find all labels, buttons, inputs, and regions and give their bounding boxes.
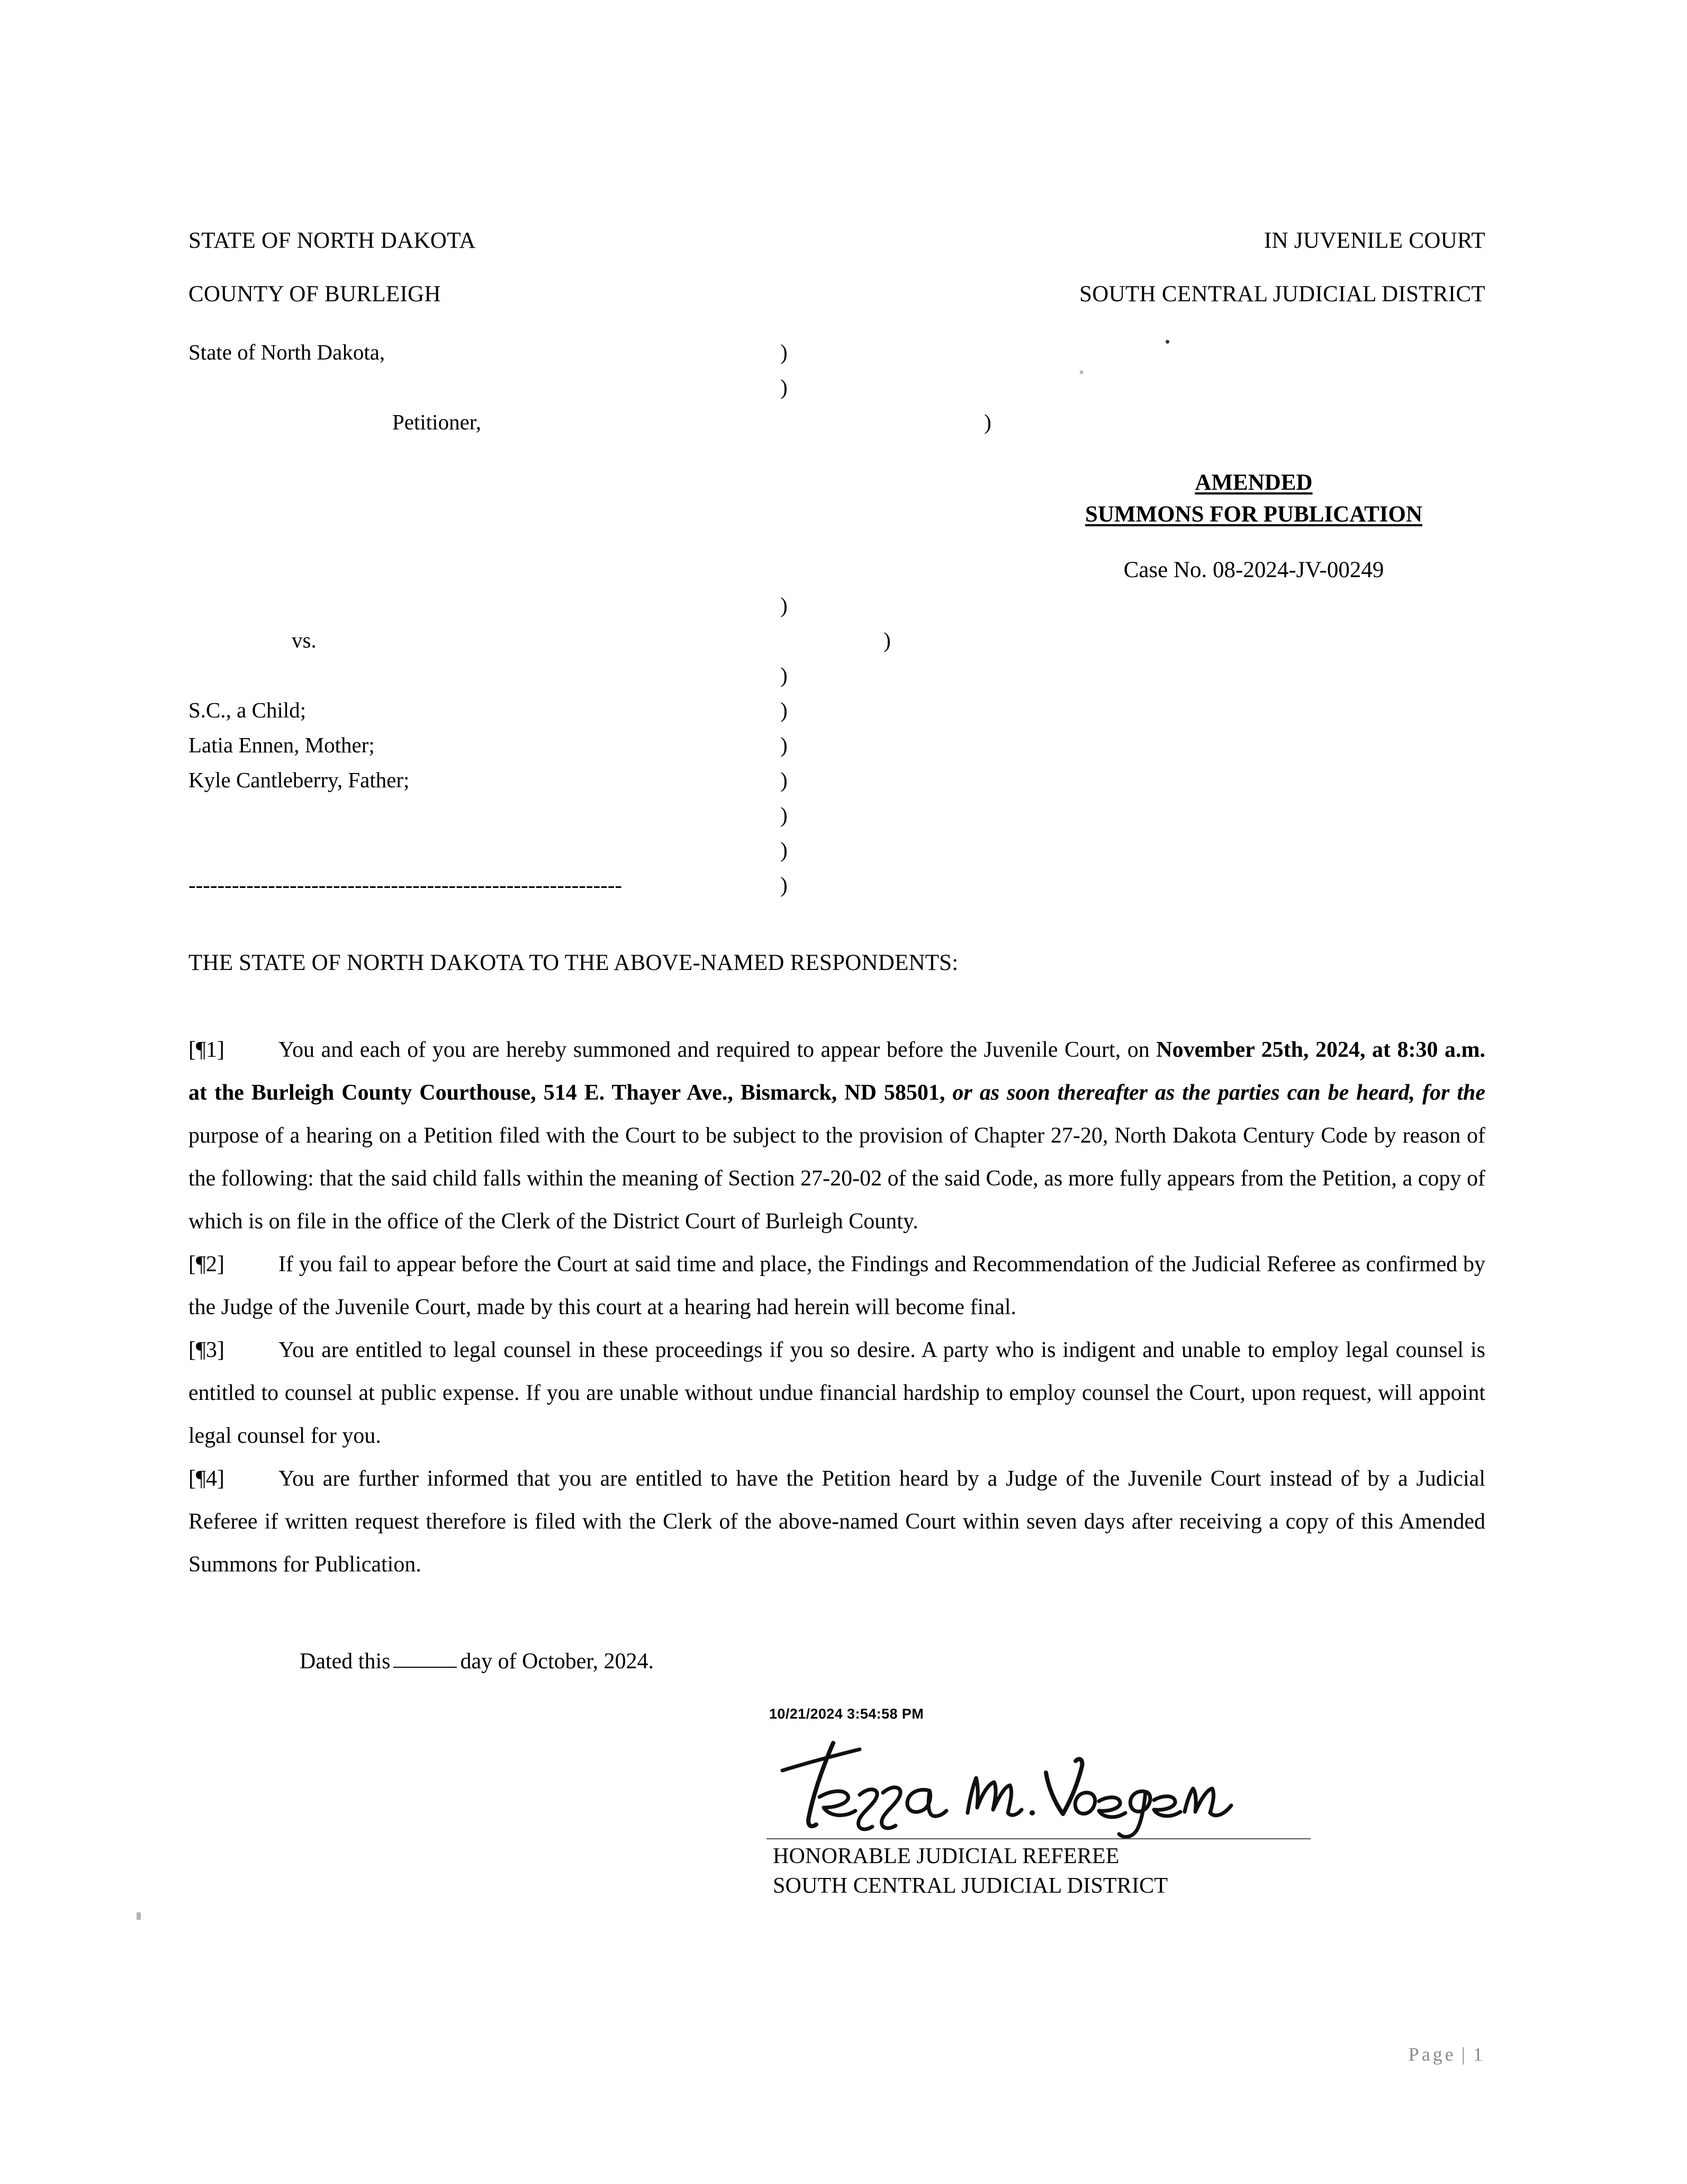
caption-row <box>188 727 1485 762</box>
caption-respondent: S.C., a Child; <box>188 698 306 722</box>
caption-row <box>188 370 1485 405</box>
caption-right-spacer <box>818 335 1485 370</box>
caption-petitioner-name: State of North Dakota, <box>188 340 385 364</box>
dated-line <box>188 1649 1485 1674</box>
caption-right-spacer <box>818 797 1485 832</box>
caption-paren: ) <box>780 838 788 862</box>
paragraph-1-bold-italic-clause: or as soon thereafter as the parties can be heard, for the <box>945 1081 1485 1105</box>
paragraph-1-text-part2: purpose of a hearing on a Petition filed with the Court to be subject to the provision of Chapter 27-20, North Dakota Century Code by reason of the following: that the said child falls within the meaning of Section 27-20-02 of the said Code, as more fully appears from the Petition, a copy of which is on file in the office of the Clerk of the District Court of Burleigh County. <box>188 1124 1485 1234</box>
caption-paren: ) <box>780 698 788 722</box>
caption-right-spacer <box>922 623 1485 658</box>
paragraph-1 <box>188 1029 1485 1243</box>
dated-day-blank[interactable] <box>393 1667 457 1668</box>
caption-right-spacer <box>818 658 1485 693</box>
caption-row <box>188 623 1485 658</box>
signature-title-line2: SOUTH CENTRAL JUDICIAL DISTRICT <box>773 1874 1168 1898</box>
caption-row <box>188 658 1485 693</box>
dated-suffix: day of October, 2024. <box>460 1649 654 1674</box>
caption-right-spacer <box>818 370 1485 405</box>
caption-row <box>188 405 1485 588</box>
caption-paren: ) <box>780 803 788 827</box>
caption-paren: ) <box>780 873 788 897</box>
caption-paren: ) <box>780 375 788 399</box>
document-title-line1: AMENDED <box>1195 470 1313 495</box>
district-heading: SOUTH CENTRAL JUDICIAL DISTRICT <box>1079 282 1485 307</box>
header-row-county-district <box>188 281 1485 307</box>
caption-paren: ) <box>780 733 788 757</box>
caption-separator-cell <box>188 867 750 902</box>
paragraph-1-number: [¶1] <box>188 1038 225 1062</box>
case-number: Case No. 08-2024-JV-00249 <box>1123 558 1384 582</box>
signature-rule <box>766 1838 1311 1839</box>
footer-page-label: Page <box>1408 2044 1456 2065</box>
caption-paren: ) <box>780 768 788 792</box>
paragraph-4-text: You are further informed that you are entitled to have the Petition heard by a Judge of the Juvenile Court instead of by a Judicial Referee if written request therefore is filed with the Clerk of the above-named Court within seven days after receiving a copy of this Amended Summons for Publication. <box>188 1467 1485 1577</box>
efiling-timestamp: 10/21/2024 3:54:58 PM <box>769 1706 924 1722</box>
paragraph-3 <box>188 1329 1485 1458</box>
footer-separator: | <box>1461 2044 1468 2065</box>
caption-right-spacer <box>818 727 1485 762</box>
caption-right-spacer <box>818 832 1485 867</box>
header-row-state-court <box>188 228 1485 254</box>
paragraph-3-number: [¶3] <box>188 1338 225 1362</box>
caption-right-spacer <box>818 867 1485 902</box>
caption-row <box>188 762 1485 797</box>
paragraph-2-number: [¶2] <box>188 1252 225 1277</box>
paragraph-4-number: [¶4] <box>188 1467 225 1491</box>
caption-paren: ) <box>780 340 788 364</box>
caption-respondent: Latia Ennen, Mother; <box>188 733 375 757</box>
document-body <box>188 1029 1485 1586</box>
case-caption <box>188 335 1485 902</box>
caption-row <box>188 797 1485 832</box>
caption-petitioner-label: Petitioner, <box>392 410 482 434</box>
state-heading: STATE OF NORTH DAKOTA <box>188 228 476 253</box>
caption-separator-line: ------------------------------------------------------------ <box>188 873 623 897</box>
paragraph-1-text-part1: You and each of you are hereby summoned and required to appear before the Juvenile Court, on <box>278 1038 1157 1062</box>
paragraph-2 <box>188 1243 1485 1329</box>
page-footer <box>188 2043 1485 2065</box>
county-heading: COUNTY OF BURLEIGH <box>188 282 441 307</box>
paragraph-2-text: If you fail to appear before the Court at said time and place, the Findings and Recommendation of the Judicial Referee as confirmed by the Judge of the Juvenile Court, made by this court at a hearing had herein will become final. <box>188 1252 1485 1319</box>
caption-row <box>188 832 1485 867</box>
document-title-block <box>1022 467 1485 588</box>
doc-title-slot <box>1022 405 1485 588</box>
caption-versus: vs. <box>292 628 317 652</box>
scan-speck <box>137 1912 141 1920</box>
caption-paren: ) <box>883 628 891 652</box>
court-heading: IN JUVENILE COURT <box>1264 228 1485 253</box>
dated-prefix: Dated this <box>300 1649 391 1674</box>
scan-artifact-dot <box>1166 340 1169 344</box>
caption-paren: ) <box>984 410 991 434</box>
caption-row <box>188 867 1485 902</box>
caption-row <box>188 588 1485 623</box>
document-content <box>188 0 1485 2065</box>
footer-page-number: 1 <box>1473 2044 1485 2065</box>
caption-row <box>188 335 1485 370</box>
caption-row <box>188 693 1485 727</box>
signature-title-line1: HONORABLE JUDICIAL REFEREE <box>773 1844 1120 1868</box>
document-title-line2: SUMMONS FOR PUBLICATION <box>1085 502 1423 527</box>
caption-respondent: Kyle Cantleberry, Father; <box>188 768 410 792</box>
signature-area <box>188 1706 1485 1918</box>
caption-paren: ) <box>780 593 788 617</box>
signature-title-block <box>773 1841 1168 1901</box>
judge-signature-image <box>771 1733 1247 1847</box>
caption-right-spacer <box>818 693 1485 727</box>
paragraph-1-bold-hearing-details: November 25th, 2024, at 8:30 a.m. at the Burleigh County Courthouse, 514 E. Thayer Ave., Bismarck, ND 58501, <box>188 1038 1485 1105</box>
paragraph-4 <box>188 1458 1485 1586</box>
paragraph-3-text: You are entitled to legal counsel in these proceedings if you so desire. A party who is indigent and unable to employ legal counsel is entitled to counsel at public expense. If you are unable without undue financial hardship to employ counsel the Court, upon request, will appoint legal counsel for you. <box>188 1338 1485 1448</box>
caption-paren: ) <box>780 663 788 687</box>
respondents-address-line: THE STATE OF NORTH DAKOTA TO THE ABOVE-NAMED RESPONDENTS: <box>188 950 959 975</box>
caption-right-spacer <box>818 588 1485 623</box>
caption-right-spacer <box>818 762 1485 797</box>
